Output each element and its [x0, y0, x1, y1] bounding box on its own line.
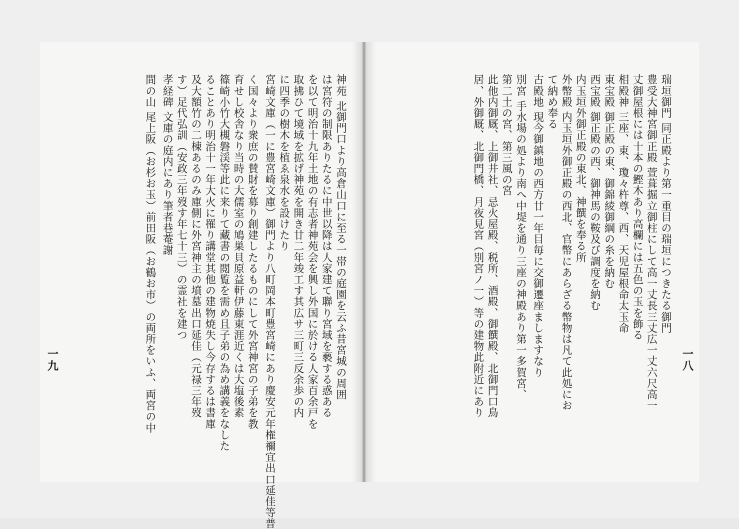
page-fold-shadow — [352, 42, 362, 482]
text-column: ることあり明治十一年大火に罹り講堂其他の建物焼失し今存するは書庫 — [204, 74, 217, 430]
text-column: 瑞垣御門 同正殿より第一重目の瑞垣につきたる御門 — [660, 74, 672, 334]
text-column: 西宝殿 御正殿の西、御神馬の鞍及び調度を納む — [588, 74, 601, 312]
text-column: を以て明治十九年土地の有志者神苑会を興し外国に於ける人家百余戸を — [306, 74, 319, 430]
text-column: 相殿神 三座、東、瓊々杵尊、西、天児屋根命太玉命 — [617, 74, 630, 334]
left-page-text — [52, 74, 348, 529]
text-column: 篠崎小竹大槻磐渓等此に来りて藏書の閲覧を需め且子弟の為め講義をなした — [218, 74, 231, 452]
text-column: 此他内御厩、上御井社、忌火屋殿、税所、酒殿、御饌殿、北御門口鳥 — [486, 74, 499, 419]
page-number: 一九 — [46, 348, 59, 372]
text-column: 居、外御厩、北御門橋、月夜見宮（別宮ノ一）等の建物此附近にあり — [472, 74, 485, 419]
text-column: 育せし校舎なり当時の大儒室の鳩巣貝原益軒伊藤東涯近くは大塩後素 — [232, 74, 245, 419]
text-column: 東宝殿 御正殿の東、御錦綾御綱の糸を納む — [603, 74, 616, 289]
page-number: 一八 — [681, 348, 694, 372]
text-column: 宮崎文庫（一に豊宮崎文庫）御門より八町岡本町豊宮崎にあり慶安元年権禰宜出口延佳等普 — [263, 74, 276, 529]
text-column: 間の山 尾上阪（お杉お玉）前田阪（お鶴お市）の両所をいふ、両宮の中 — [144, 74, 157, 434]
text-column: 神苑 北御門口より高倉山口に至る一帯の庭園を云ふ昔宮城の周囲 — [335, 74, 347, 400]
right-page — [366, 42, 699, 482]
text-column: 第二土の宮、第三風の宮 — [500, 74, 513, 197]
text-column: 孝経碑 文庫の庭内にあり筆者巷菴謝 — [161, 74, 174, 256]
text-column: く国々より衆庶の賛財を募り創建したるものにして外宮神宮の子弟を教 — [246, 74, 259, 430]
text-column: す）足代弘訓（安政三年歿す年七十三）の霊社を建つ — [175, 74, 188, 341]
text-column: 取拂ひて境域を拡げ神苑を開き廿二年竣工す其広サ三町三反余歩の内 — [292, 74, 305, 419]
text-column: 別宮 手水場の処より南へ中堤を通り三座の神殿あり第一多賀宮、 — [514, 74, 527, 400]
book-gutter — [362, 42, 366, 482]
text-column: 豊受大神宮御正殿 萱葺掘立御柱にして高一丈長三丈広一丈六尺高一 — [645, 74, 658, 411]
text-column: 内玉垣外御正殿の東北、神饌を奉る所 — [574, 74, 587, 263]
text-column: は宮符の制限ありたるに中世以降は人家建て聯り宮域を褻する惑ある — [320, 74, 333, 419]
text-column: に四季の樹木を植ゑ泉水を設けたり — [278, 74, 291, 252]
text-column: 及大額竹の二棟あるのみ庫側に外宮神主の墳墓出口延佳（元禄三年歿 — [189, 74, 202, 419]
text-column: 外幣殿 内玉垣外御正殿の西北、官幣にあらざる幣物は凡て此処にお — [560, 74, 573, 411]
left-page — [40, 42, 362, 529]
text-column: 丈御屋根には十本の鰹木あり高欄には五色の玉を飾る — [631, 74, 644, 341]
text-column: 古殿地 現今御鎮地の西方廿一年目毎に交御遷座ましますなり — [532, 74, 545, 378]
text-column: て納め奉る — [546, 74, 559, 130]
right-page-text — [383, 74, 673, 446]
page-fold-shadow — [366, 42, 376, 482]
